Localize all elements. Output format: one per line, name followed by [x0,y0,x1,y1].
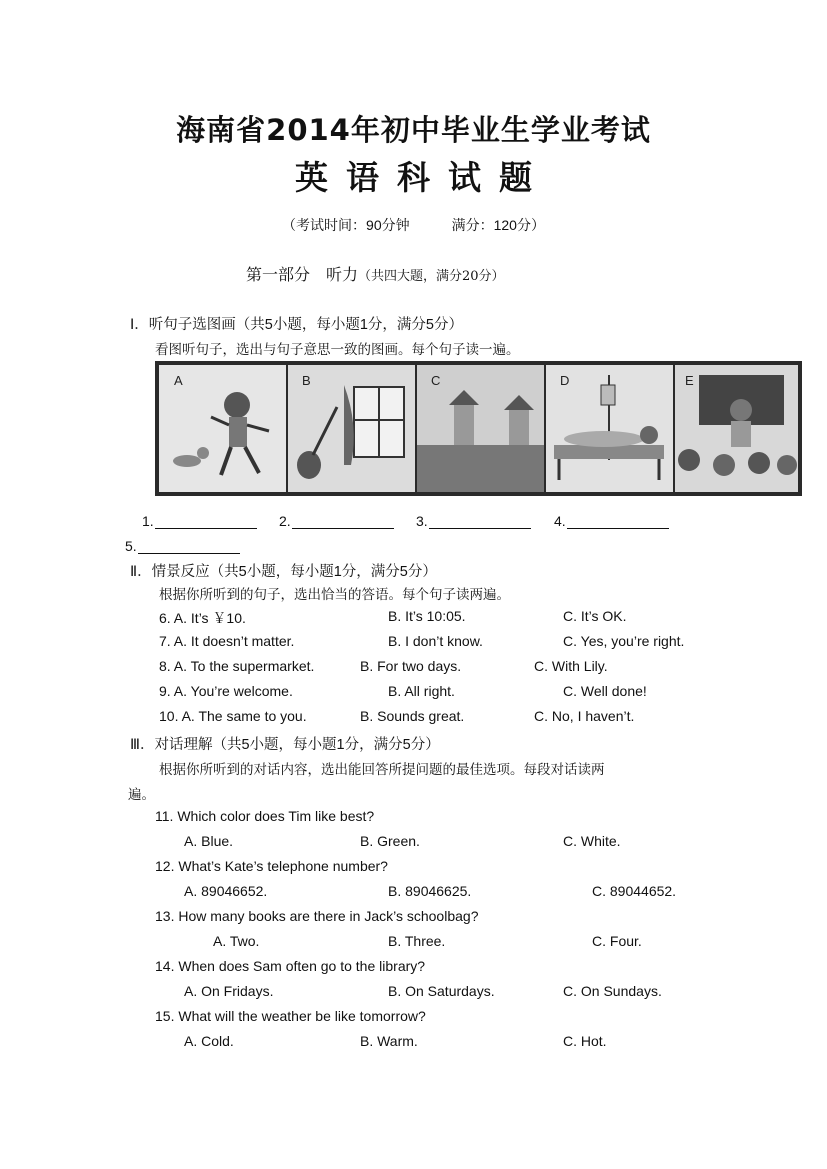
answer-blank-4-label: 4. [554,513,566,529]
q15-question: 15. What will the weather be like tomorrow? [155,1008,426,1024]
picture-strip [155,361,802,496]
answer-blank-2[interactable] [279,513,394,529]
q12-question: 12. What’s Kate’s telephone number? [155,858,388,874]
q8-option-b: B. For two days. [360,658,462,674]
section-1-heading: Ⅰ．听句子选图画（共5小题，每小题1分，满分5分） [130,317,463,333]
part-one-heading [246,262,505,285]
q15-option-c: C. Hot. [563,1033,607,1049]
picture-label-b: B [302,373,311,388]
answer-line[interactable] [155,514,257,529]
section-2-instruction: 根据你所听到的句子，选出恰当的答语。每个句子读两遍。 [159,587,510,603]
answer-blank-2-label: 2. [279,513,291,529]
exam-title: 海南省2014年初中毕业生学业考试 [176,113,651,147]
answer-blank-4[interactable] [554,513,669,529]
answer-line[interactable] [138,539,240,554]
answer-line[interactable] [429,514,531,529]
answer-blank-3-label: 3. [416,513,428,529]
q9-option-a: 9. A. You’re welcome. [159,683,293,699]
q14-option-c: C. On Sundays. [563,983,662,999]
q9-option-b: B. All right. [388,683,455,699]
q14-question: 14. When does Sam often go to the library? [155,958,426,974]
picture-label-c: C [431,373,441,388]
q14-option-b: B. On Saturdays. [388,983,495,999]
part-one-label: 第一部分 听力 [246,267,359,284]
section-3-instruction-cont: 遍。 [128,787,155,803]
answer-blank-5[interactable] [125,538,240,554]
answer-line[interactable] [292,514,394,529]
q11-question: 11. Which color does Tim like best? [155,808,375,824]
answer-line[interactable] [567,514,669,529]
answer-blank-3[interactable] [416,513,531,529]
q6-option-a: 6. A. It’s ￥10. [159,610,246,626]
q7-option-b: B. I don’t know. [388,633,483,649]
q8-option-c: C. With Lily. [534,658,608,674]
answer-blank-1[interactable] [142,513,257,529]
q11-option-b: B. Green. [360,833,420,849]
q8-option-a: 8. A. To the supermarket. [159,658,315,674]
q15-option-a: A. Cold. [184,1033,234,1049]
q11-option-c: C. White. [563,833,621,849]
q11-option-a: A. Blue. [184,833,234,849]
q14-option-a: A. On Fridays. [184,983,274,999]
q13-option-b: B. Three. [388,933,446,949]
q10-option-b: B. Sounds great. [360,708,465,724]
answer-blank-1-label: 1. [142,513,154,529]
q12-option-c: C. 89044652. [592,883,677,899]
section-3-heading: Ⅲ．对话理解（共5小题，每小题1分，满分5分） [130,737,440,753]
picture-label-d: D [560,373,570,388]
q12-option-a: A. 89046652. [184,883,268,899]
q7-option-a: 7. A. It doesn’t matter. [159,633,295,649]
q15-option-b: B. Warm. [360,1033,418,1049]
picture-label-a: A [174,373,183,388]
section-2-heading: Ⅱ．情景反应（共5小题，每小题1分，满分5分） [130,564,437,580]
subject-title: 英语科试题 [295,158,550,197]
q10-option-a: 10. A. The same to you. [159,708,307,724]
answer-blank-5-label: 5. [125,538,137,554]
q13-option-c: C. Four. [592,933,642,949]
q9-option-c: C. Well done! [563,683,647,699]
q13-option-a: A. Two. [213,933,260,949]
picture-panels [159,365,798,492]
picture-label-e: E [685,373,694,388]
exam-time: （考试时间：90分钟 [282,217,410,233]
full-score: 满分：120分） [451,217,545,233]
section-1-instruction: 看图听句子，选出与句子意思一致的图画。每个句子读一遍。 [155,342,520,358]
q10-option-c: C. No, I haven’t. [534,708,635,724]
q13-question: 13. How many books are there in Jack’s schoolbag? [155,908,479,924]
q12-option-b: B. 89046625. [388,883,472,899]
exam-info [0,215,827,235]
q6-option-c: C. It’s OK. [563,608,627,624]
part-one-note: （共四大题，满分20分） [358,269,505,284]
q7-option-c: C. Yes, you’re right. [563,633,685,649]
section-3-instruction: 根据你所听到的对话内容，选出能回答所提问题的最佳选项。每段对话读两 [159,762,605,778]
q6-option-b: B. It’s 10:05. [388,608,466,624]
